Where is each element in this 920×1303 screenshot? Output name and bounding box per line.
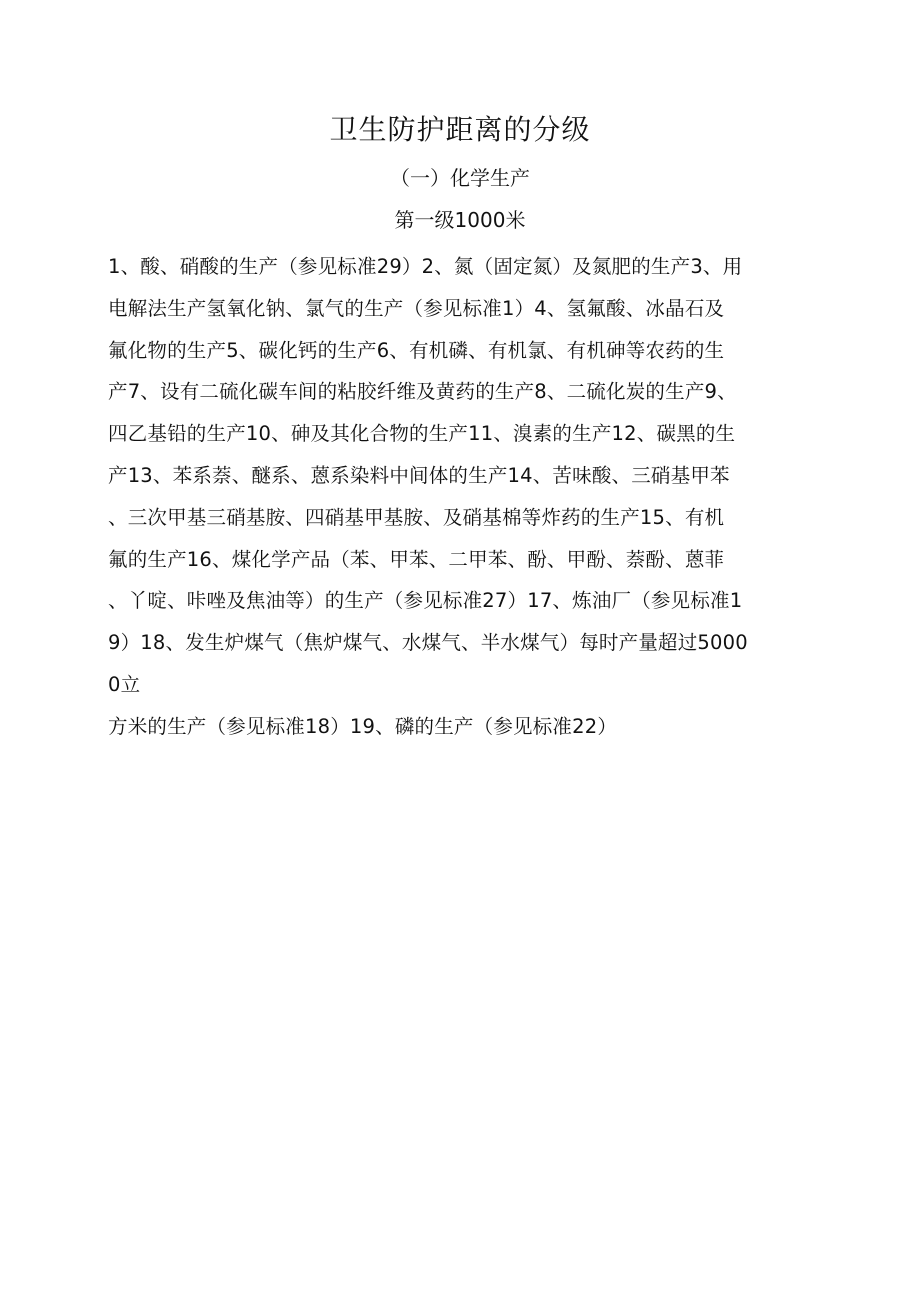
text-line: 产7、设有二硫化碳车间的粘胶纤维及黄药的生产8、二硫化炭的生产9、 [108, 380, 737, 404]
text-line: 0立 [108, 672, 141, 696]
section-heading: （一）化学生产 [390, 166, 530, 190]
text-line: 四乙基铅的生产10、砷及其化合物的生产11、溴素的生产12、碳黑的生 [108, 422, 736, 446]
text-line: 方米的生产（参见标准18）19、磷的生产（参见标准22） [108, 714, 618, 738]
text-line: 氟化物的生产5、碳化钙的生产6、有机磷、有机氯、有机砷等农药的生 [108, 338, 725, 362]
text-line: 9）18、发生炉煤气（焦炉煤气、水煤气、半水煤气）每时产量超过5000 [108, 631, 748, 655]
text-line: 、三次甲基三硝基胺、四硝基甲基胺、及硝基棉等炸药的生产15、有机 [108, 505, 725, 529]
body-paragraph [108, 246, 808, 748]
text-line: 电解法生产氢氧化钠、氯气的生产（参见标准1）4、氢氟酸、冰晶石及 [108, 296, 725, 320]
text-line: 1、酸、硝酸的生产（参见标准29）2、氮（固定氮）及氮肥的生产3、用 [108, 255, 743, 278]
text-line: 氟的生产16、煤化学产品（苯、甲苯、二甲苯、酚、甲酚、萘酚、蒽菲 [108, 547, 725, 571]
level-heading: 第一级1000米 [394, 208, 526, 232]
text-line: 产13、苯系萘、醚系、蒽系染料中间体的生产14、苦味酸、三硝基甲苯 [108, 463, 730, 487]
text-line: 、丫啶、咔唑及焦油等）的生产（参见标准27）17、炼油厂（参见标准1 [108, 589, 743, 613]
document-title: 卫生防护距离的分级 [329, 113, 591, 146]
